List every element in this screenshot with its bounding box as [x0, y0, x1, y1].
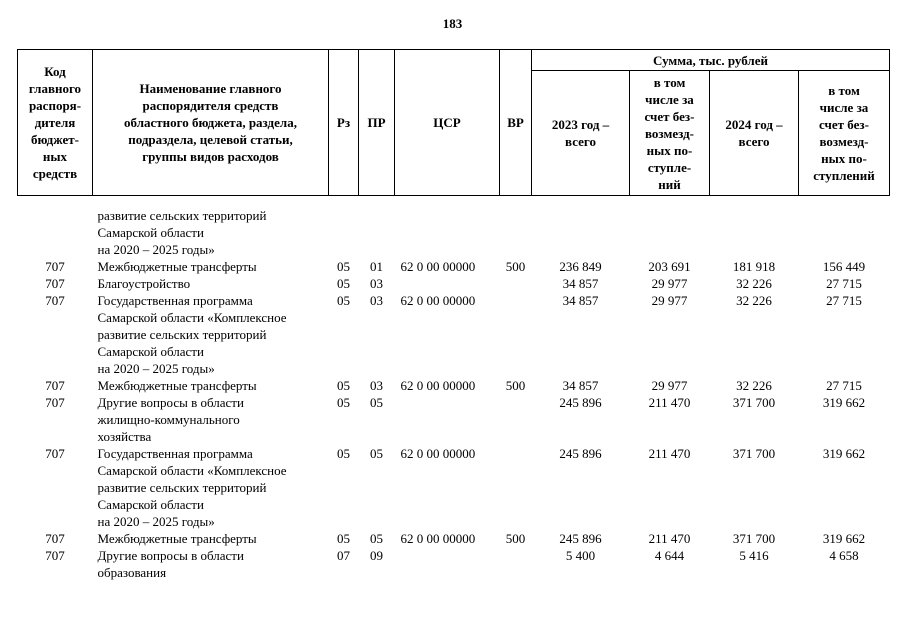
cell-csr: [395, 207, 500, 258]
cell-name: Межбюджетные трансферты: [97, 531, 257, 546]
header-name: Наименование главного распорядителя средств областного бюджета, раздела, подраздела, целевой статьи, группы видов расходов: [93, 50, 329, 196]
cell-vr: [500, 547, 532, 581]
table-row: [18, 445, 890, 530]
cell-2023-total: 236 849: [559, 259, 602, 274]
cell-pr: 03: [370, 293, 383, 308]
cell-kod: [18, 207, 93, 258]
table-row: [18, 207, 890, 258]
table-row: [18, 258, 890, 275]
cell-csr: [395, 275, 500, 292]
cell-2024-free: 319 662: [822, 446, 866, 461]
cell-2023-free: 211 470: [648, 446, 691, 461]
table-row: [18, 292, 890, 377]
cell-2024-total: 371 700: [732, 395, 776, 410]
cell-2023-total: 34 857: [562, 378, 599, 393]
cell-csr: [395, 547, 500, 581]
cell-rz: 05: [337, 446, 350, 461]
header-vr: ВР: [500, 50, 532, 196]
cell-2023-free: 211 470: [648, 531, 691, 546]
cell-rz: 05: [337, 293, 350, 308]
cell-2023-free: 29 977: [651, 276, 688, 291]
cell-name: Государственная программа Самарской области «Комплексное развитие сельских территорий Самарской области на 2020 – 2025 годы»: [97, 446, 287, 529]
cell-2024-free: 4 658: [829, 548, 859, 563]
cell-name: Межбюджетные трансферты: [97, 378, 257, 393]
cell-pr: 03: [370, 276, 383, 291]
cell-pr: 01: [370, 259, 383, 274]
cell-2024-free: 27 715: [826, 378, 862, 393]
table-header: [18, 50, 890, 196]
cell-pr: 05: [370, 395, 383, 410]
cell-vr: [500, 394, 532, 445]
cell-name: Другие вопросы в области жилищно-коммунального хозяйства: [97, 395, 244, 444]
cell-2023-total: 34 857: [562, 276, 599, 291]
cell-csr: 62 0 00 00000: [400, 446, 476, 461]
cell-csr: 62 0 00 00000: [400, 531, 476, 546]
cell-2024-total: 181 918: [732, 259, 776, 274]
cell-kod: 707: [45, 259, 65, 274]
budget-table: [17, 49, 890, 581]
cell-2024-free: 319 662: [822, 395, 866, 410]
cell-2024-total: 32 226: [736, 276, 772, 291]
cell-2024-free: 156 449: [822, 259, 866, 274]
cell-kod: 707: [45, 276, 65, 291]
cell-kod: 707: [45, 531, 65, 546]
table-row: [18, 275, 890, 292]
cell-2024-total: 32 226: [736, 378, 772, 393]
table-row: [18, 530, 890, 547]
cell-2023-total: 245 896: [559, 395, 602, 410]
cell-pr: [359, 207, 395, 258]
cell-2023-total: 34 857: [562, 293, 599, 308]
cell-2024-total: 5 416: [739, 548, 769, 563]
cell-name: Межбюджетные трансферты: [97, 259, 257, 274]
cell-csr: 62 0 00 00000: [400, 293, 476, 308]
cell-vr: [500, 207, 532, 258]
cell-name: Другие вопросы в области образования: [97, 548, 244, 580]
cell-2024-total: 371 700: [732, 531, 776, 546]
cell-rz: 05: [337, 531, 350, 546]
cell-csr: 62 0 00 00000: [400, 378, 476, 393]
cell-kod: 707: [45, 446, 65, 461]
table-body: [18, 196, 890, 582]
header-pr: ПР: [359, 50, 395, 196]
header-2023-free: в том числе за счет без- возмезд- ных по- ступле- ний: [630, 71, 710, 196]
cell-pr: 05: [370, 531, 383, 546]
cell-vr: [500, 275, 532, 292]
cell-kod: 707: [45, 395, 65, 410]
header-kod: Код главного распоря- дителя бюджет- ных средств: [18, 50, 93, 196]
header-2024-total: 2024 год – всего: [710, 71, 799, 196]
cell-name: Благоустройство: [97, 276, 191, 291]
cell-2023-free: 29 977: [651, 378, 688, 393]
cell-2023-total: 245 896: [559, 531, 602, 546]
cell-pr: 09: [370, 548, 383, 563]
cell-rz: 05: [337, 276, 350, 291]
cell-2023-free: [630, 207, 710, 258]
table-row: [18, 547, 890, 581]
cell-rz: 05: [337, 259, 350, 274]
cell-2024-free: 319 662: [822, 531, 866, 546]
cell-vr: 500: [505, 378, 526, 393]
header-2024-free: в том числе за счет без- возмезд- ных по- ступлений: [799, 71, 890, 196]
cell-2023-free: 29 977: [651, 293, 688, 308]
header-sum-group: Сумма, тыс. рублей: [532, 50, 890, 71]
cell-rz: 07: [337, 548, 350, 563]
cell-name: развитие сельских территорий Самарской области на 2020 – 2025 годы»: [97, 208, 267, 257]
cell-vr: 500: [505, 531, 526, 546]
cell-pr: 05: [370, 446, 383, 461]
cell-kod: 707: [45, 378, 65, 393]
header-rz: Рз: [329, 50, 359, 196]
cell-2023-total: 245 896: [559, 446, 602, 461]
cell-kod: 707: [45, 548, 65, 563]
cell-2023-total: 5 400: [565, 548, 596, 563]
cell-2024-total: 32 226: [736, 293, 772, 308]
header-2023-total: 2023 год – всего: [532, 71, 630, 196]
header-csr: ЦСР: [395, 50, 500, 196]
cell-name: Государственная программа Самарской области «Комплексное развитие сельских территорий Самарской области на 2020 – 2025 годы»: [97, 293, 287, 376]
cell-kod: 707: [45, 293, 65, 308]
cell-rz: 05: [337, 395, 350, 410]
cell-2023-free: 203 691: [648, 259, 691, 274]
cell-rz: [329, 207, 359, 258]
cell-2024-total: [710, 207, 799, 258]
cell-2023-free: 4 644: [654, 548, 685, 563]
cell-2024-free: [799, 207, 890, 258]
cell-2024-free: 27 715: [826, 276, 862, 291]
table-row: [18, 394, 890, 445]
cell-csr: 62 0 00 00000: [400, 259, 476, 274]
table-row: [18, 377, 890, 394]
cell-vr: [500, 445, 532, 530]
cell-vr: [500, 292, 532, 377]
cell-pr: 03: [370, 378, 383, 393]
cell-rz: 05: [337, 378, 350, 393]
cell-2024-total: 371 700: [732, 446, 776, 461]
cell-vr: 500: [505, 259, 526, 274]
cell-2023-free: 211 470: [648, 395, 691, 410]
cell-2024-free: 27 715: [826, 293, 862, 308]
cell-csr: [395, 394, 500, 445]
cell-2023-total: [532, 207, 630, 258]
page-number: 183: [442, 16, 463, 31]
